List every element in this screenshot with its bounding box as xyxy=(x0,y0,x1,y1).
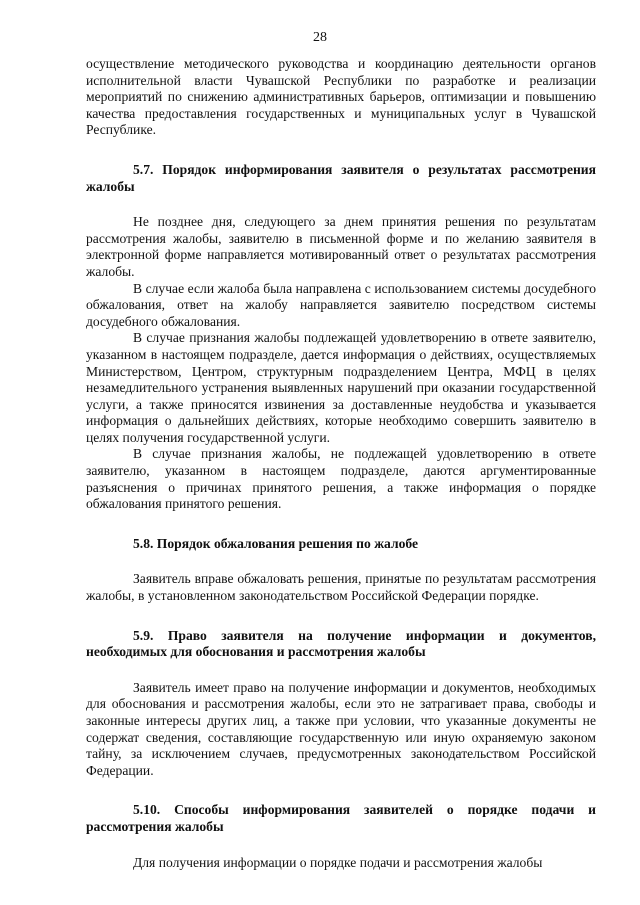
section-heading-5-9: 5.9. Право заявителя на получение информации и документов, необходимых для обоснования и рассмотрения жалобы xyxy=(86,627,596,660)
intro-paragraph: осуществление методического руководства и координацию деятельности органов исполнительной власти Чувашской Республики по разработке и реализации мероприятий по снижению административных барьеров, оптимизации и повышению качества предоставления государственных и муниципальных услуг в Чувашской Республике. xyxy=(86,56,596,138)
section-5-9-paragraph-1: Заявитель имеет право на получение информации и документов, необходимых для обоснования и рассмотрения жалобы, если это не затрагивает права, свободы и законные интересы других лиц, а также при условии, что указанные документы не содержат сведения, составляющие государственную или иную охраняемую законом тайну, за исключением случаев, предусмотренных законодательством Российской Федерации. xyxy=(86,679,596,778)
section-5-7-paragraph-2: В случае если жалоба была направлена с использованием системы досудебного обжалования, ответ на жалобу направляется заявителю посредством системы досудебного обжалования. xyxy=(86,280,596,329)
section-5-8-paragraph-1: Заявитель вправе обжаловать решения, принятые по результатам рассмотрения жалобы, в установленном законодательством Российской Федерации порядке. xyxy=(86,571,596,604)
page-content xyxy=(86,56,596,871)
page-number: 28 xyxy=(313,30,327,45)
section-5-7-paragraph-4: В случае признания жалобы, не подлежащей удовлетворению в ответе заявителю, указанном в настоящем подразделе, даются аргументированные разъяснения о причинах принятого решения, а также информация о порядке обжалования принятого решения. xyxy=(86,446,596,512)
section-5-7-paragraph-3: В случае признания жалобы подлежащей удовлетворению в ответе заявителю, указанном в настоящем подразделе, дается информация о действиях, осуществляемых Министерством, Центром, структурным подразделением Центра, МФЦ в целях незамедлительного устранения выявленных нарушений при оказании государственной услуги, а также приносятся извинения за доставленные неудобства и указывается информация о дальнейших действиях, которые необходимо совершить заявителю в целях получения государственной услуги. xyxy=(86,330,596,445)
section-5-10-paragraph-1: Для получения информации о порядке подачи и рассмотрения жалобы xyxy=(133,854,543,870)
section-heading-5-7: 5.7. Порядок информирования заявителя о результатах рассмотрения жалобы xyxy=(86,161,596,194)
section-heading-5-10: 5.10. Способы информирования заявителей о порядке подачи и рассмотрения жалобы xyxy=(86,802,596,834)
section-heading-5-8: 5.8. Порядок обжалования решения по жалобе xyxy=(133,535,419,551)
section-5-7-paragraph-1: Не позднее дня, следующего за днем принятия решения по результатам рассмотрения жалобы, заявителю в письменной форме и по желанию заявителя в электронной форме направляется мотивированный ответ о результатах рассмотрения жалобы. xyxy=(86,214,596,279)
